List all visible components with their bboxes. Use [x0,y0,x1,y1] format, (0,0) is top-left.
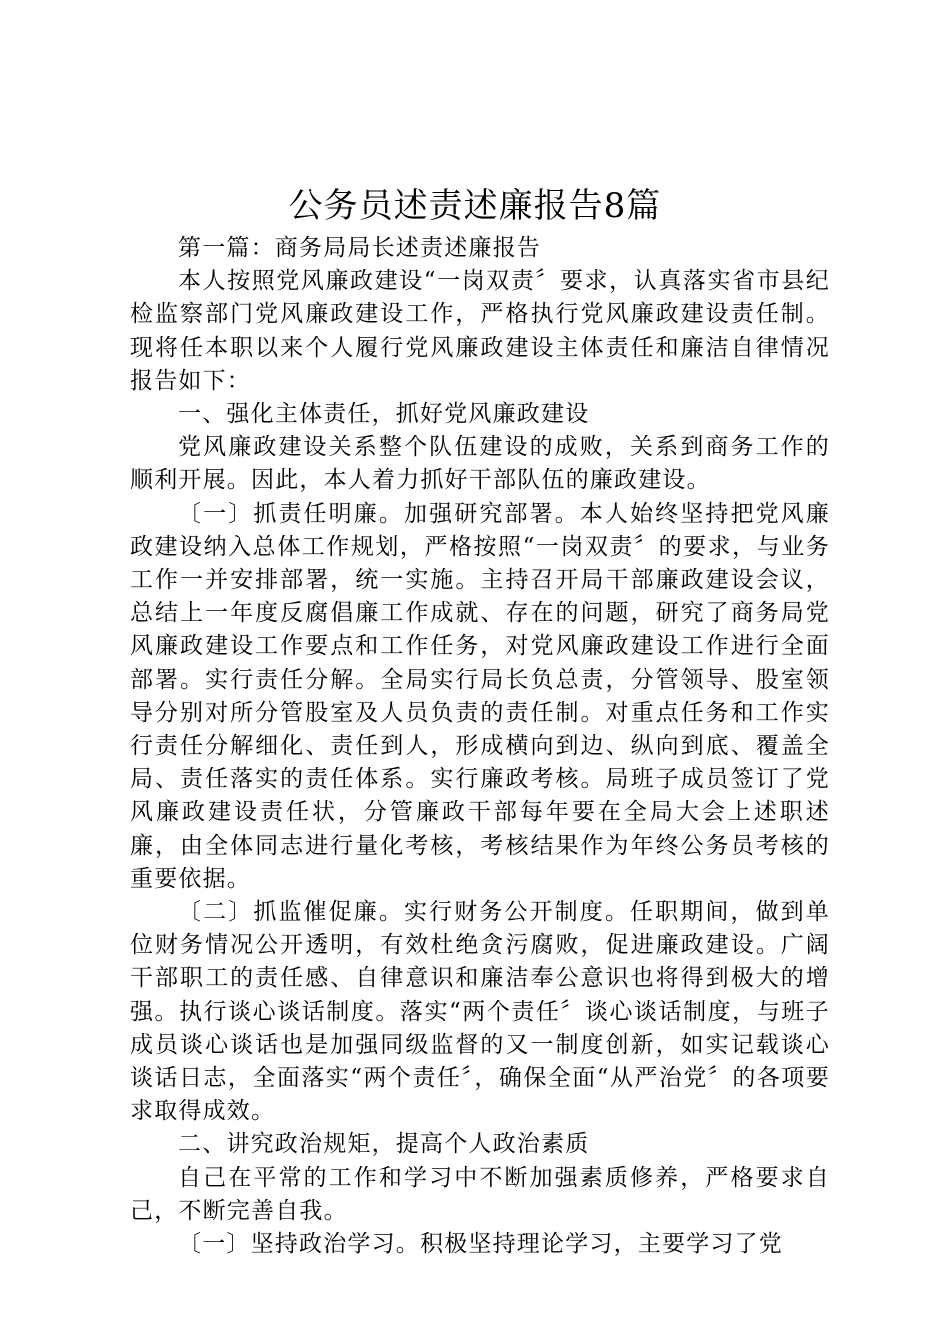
section-heading: 二、讲究政治规矩，提高个人政治素质 [178,1131,590,1158]
paragraph: 〔二〕抓监催促廉。实行财务公开制度。任职期间，做到单位财务情况公开透明，有效杜绝贪污腐败，促进廉政建设。广阔干部职工的责任感、自律意识和廉洁奉公意识也将得到极大的增强。执行谈心谈话制度。落实“两个责任〞谈心谈话制度，与班子成员谈心谈话也是加强同级监督的又一制度创新，如实记载谈心谈话日志，全面落实“两个责任〞，确保全面“从严治党〞的各项要求取得成效。 [130,899,830,1125]
paragraph: 党风廉政建设关系整个队伍建设的成败，关系到商务工作的顺利开展。因此，本人着力抓好干部队伍的廉政建设。 [130,434,830,494]
paragraph: 〔一〕抓责任明廉。加强研究部署。本人始终坚持把党风廉政建设纳入总体工作规划，严格按照“一岗双责〞的要求，与业务工作一并安排部署，统一实施。主持召开局干部廉政建设会议，总结上一年度反腐倡廉工作成就、存在的问题，研究了商务局党风廉政建设工作要点和工作任务，对党风廉政建设工作进行全面部署。实行责任分解。全局实行局长负总责，分管领导、股室领导分别对所分管股室及人员负责的责任制。对重点任务和工作实行责任分解细化、责任到人，形成横向到边、纵向到底、覆盖全局、责任落实的责任体系。实行廉政考核。局班子成员签订了党风廉政建设责任状，分管廉政干部每年要在全局大会上述职述廉，由全体同志进行量化考核，考核结果作为年终公务员考核的重要依据。 [130,500,830,892]
paragraph: 本人按照党风廉政建设“一岗双责〞要求，认真落实省市县纪检监察部门党风廉政建设工作，严格执行党风廉政建设责任制。现将任本职以来个人履行党风廉政建设主体责任和廉洁自律情况报告如下： [130,268,830,394]
document-title: 公务员述责述廉报告8篇 [288,186,662,226]
section-heading: 第一篇：商务局局长述责述廉报告 [178,235,541,261]
document-body [130,232,830,1261]
section-heading: 一、强化主体责任，抓好党风廉政建设 [178,401,590,428]
paragraph: 自己在平常的工作和学习中不断加强素质修养，严格要求自己，不断完善自我。 [130,1164,830,1224]
paragraph: 〔一〕坚持政治学习。积极坚持理论学习，主要学习了党 [178,1231,783,1258]
